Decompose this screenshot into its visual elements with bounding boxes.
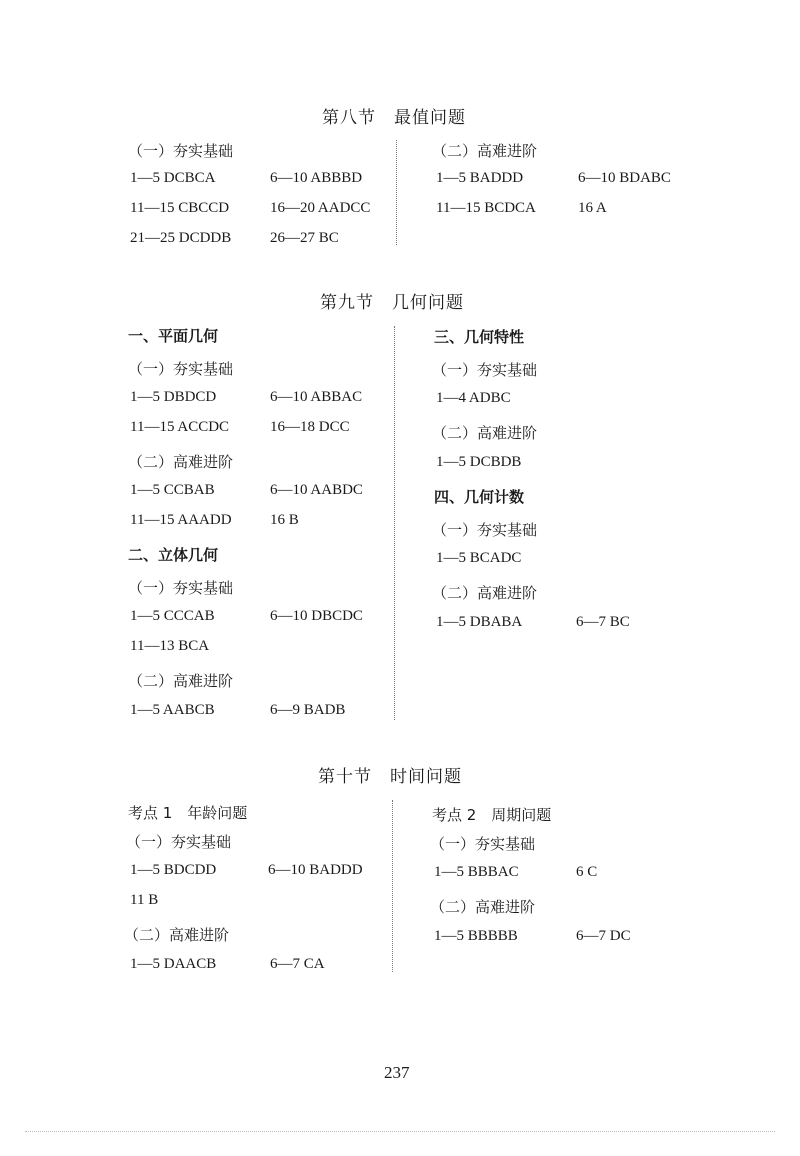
- answer-row: 11—15 CBCCD: [130, 200, 230, 216]
- answer-row: 16—18 DCC: [270, 419, 350, 435]
- answer-row: 6—10 DBCDC: [270, 608, 363, 624]
- answer-row: 16 B: [270, 512, 299, 528]
- column-divider: [394, 326, 395, 720]
- s10-right-heading-basic: （一）夯实基础: [430, 835, 536, 853]
- s10-left-heading-basic: （一）夯实基础: [126, 833, 232, 851]
- answer-row: 11—15 ACCDC: [130, 419, 230, 435]
- answer-row: 1—5 BBBBB: [434, 928, 518, 944]
- answer-row: 1—5 AABCB: [130, 702, 215, 718]
- answer-row: 21—25 DCDDB: [130, 230, 232, 246]
- answer-row: 6—10 ABBAC: [270, 389, 363, 405]
- answer-row: 11—15 AAADD: [130, 512, 232, 528]
- s9-part-geometry-counting: 四、几何计数: [434, 488, 525, 506]
- s9-left-heading-advanced: （二）高难进阶: [128, 453, 234, 471]
- answer-row: 6—10 BADDD: [268, 862, 363, 878]
- section-9-title: 第九节 几何问题: [320, 293, 464, 313]
- answer-row: 1—5 BADDD: [436, 170, 524, 186]
- answer-row: 6—7 BC: [576, 614, 630, 630]
- s9-right-heading-advanced-2: （二）高难进阶: [432, 584, 538, 602]
- answer-row: 16—20 AADCC: [270, 200, 371, 216]
- answer-row: 1—5 BCADC: [436, 550, 522, 566]
- answer-row: 6—10 BDABC: [578, 170, 671, 186]
- answer-row: 16 A: [578, 200, 607, 216]
- answer-row: 1—5 CCBAB: [130, 482, 215, 498]
- answer-row: 1—5 BDCDD: [130, 862, 217, 878]
- section-8-title: 第八节 最值问题: [322, 108, 466, 128]
- answer-row: 1—5 BBBAC: [434, 864, 519, 880]
- answer-row: 11—13 BCA: [130, 638, 210, 654]
- s10-point-2-period: 考点 2 周期问题: [432, 806, 552, 824]
- answer-row: 26—27 BC: [270, 230, 339, 246]
- answer-row: 11—15 BCDCA: [436, 200, 536, 216]
- column-divider: [392, 800, 393, 972]
- s9-right-heading-basic-2: （一）夯实基础: [432, 521, 538, 539]
- s9-right-heading-advanced: （二）高难进阶: [432, 424, 538, 442]
- scan-noise-line: [25, 1131, 775, 1132]
- s9-part-geometry-properties: 三、几何特性: [434, 328, 525, 346]
- s10-right-heading-advanced: （二）高难进阶: [430, 898, 536, 916]
- s8-right-heading-advanced: （二）高难进阶: [432, 142, 538, 160]
- answer-row: 1—5 DBDCD: [130, 389, 217, 405]
- answer-row: 6—9 BADB: [270, 702, 346, 718]
- answer-row: 6—7 CA: [270, 956, 325, 972]
- answer-row: 11 B: [130, 892, 159, 908]
- answer-row: 1—4 ADBC: [436, 390, 511, 406]
- s9-left-heading-advanced-2: （二）高难进阶: [128, 672, 234, 690]
- column-divider: [396, 140, 397, 245]
- answer-row: 6 C: [576, 864, 598, 880]
- s9-part-solid-geometry: 二、立体几何: [128, 546, 219, 564]
- s10-point-1-age: 考点 1 年龄问题: [128, 804, 248, 822]
- answer-row: 1—5 DCBDB: [436, 454, 522, 470]
- page-number: 237: [384, 1063, 410, 1082]
- answer-row: 6—7 DC: [576, 928, 631, 944]
- s9-left-heading-basic-2: （一）夯实基础: [128, 579, 234, 597]
- s9-part-plane-geometry: 一、平面几何: [128, 327, 219, 345]
- answer-row: 1—5 DCBCA: [130, 170, 216, 186]
- answer-row: 1—5 CCCAB: [130, 608, 215, 624]
- s9-left-heading-basic: （一）夯实基础: [128, 360, 234, 378]
- answer-row: 1—5 DBABA: [436, 614, 523, 630]
- answer-row: 1—5 DAACB: [130, 956, 217, 972]
- answer-row: 6—10 ABBBD: [270, 170, 363, 186]
- s9-right-heading-basic: （一）夯实基础: [432, 361, 538, 379]
- s8-left-heading-basic: （一）夯实基础: [128, 142, 234, 160]
- answer-row: 6—10 AABDC: [270, 482, 363, 498]
- section-10-title: 第十节 时间问题: [318, 767, 462, 787]
- s10-left-heading-advanced: （二）高难进阶: [124, 926, 230, 944]
